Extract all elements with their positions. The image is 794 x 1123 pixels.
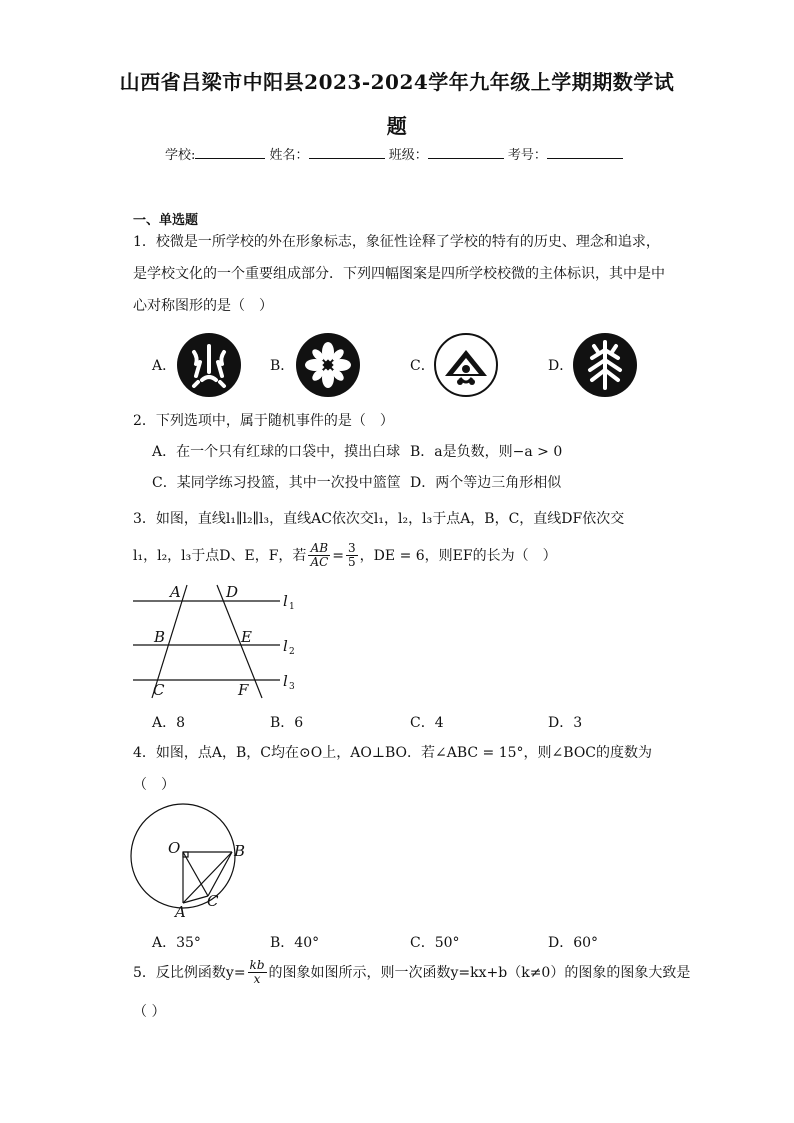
q1-option-d-label: D．: [548, 358, 574, 374]
label-l2-sub: 2: [289, 647, 295, 657]
label-l1: l: [283, 592, 288, 610]
q4-option-b[interactable]: B．40°: [270, 935, 320, 951]
q5-fraction: [248, 959, 267, 986]
q2-option-d[interactable]: D．两个等边三角形相似: [410, 475, 562, 491]
school-label: 学校:: [165, 148, 196, 163]
q2-option-c[interactable]: C．某同学练习投篮，其中一次投中篮筐: [152, 475, 401, 491]
q1-option-a-label: A．: [152, 358, 177, 374]
q5-frac-numerator: kb: [249, 958, 265, 972]
q1-option-c-label: C．: [410, 358, 435, 374]
label-d: D: [226, 583, 239, 601]
exam-number-label: 考号：: [507, 148, 547, 163]
q3-equals: =: [332, 547, 345, 564]
q2-option-a[interactable]: A．在一个只有红球的口袋中，摸出白球: [152, 444, 401, 460]
q5-line1-end: 的图象如图所示，则一次函数y=kx+b（k≠0）的图象的图象大致是: [268, 964, 691, 981]
q4-line1: 4．如图，点A，B，C均在⊙O上，AO⊥BO．若∠ABC = 15°，则∠BOC的度数为: [133, 745, 653, 761]
emblem-a-icon[interactable]: [176, 332, 242, 402]
label-b: B: [234, 842, 246, 860]
q4-figure: [128, 796, 268, 925]
q5-line1: [133, 959, 690, 986]
exam-title-line2: 题: [386, 114, 408, 138]
label-b: B: [154, 628, 166, 646]
q3-option-b[interactable]: B．6: [270, 715, 304, 731]
q3-frac2-denominator: 5: [348, 555, 356, 569]
label-l1-sub: 1: [289, 602, 295, 612]
label-o: O: [168, 839, 181, 857]
q3-line2: [133, 542, 557, 569]
q5-frac-denominator: x: [253, 972, 261, 986]
q5-line2: （ ）: [133, 1004, 166, 1020]
label-l2: l: [283, 637, 288, 655]
class-field[interactable]: [428, 144, 504, 159]
label-e: E: [241, 628, 252, 646]
exam-title-line1: 山西省吕梁市中阳县2023-2024学年九年级上学期期数学试: [119, 70, 675, 94]
emblem-d-icon[interactable]: [572, 332, 638, 402]
name-field[interactable]: [309, 144, 385, 159]
label-l3: l: [283, 672, 288, 690]
q1-line2: 是学校文化的一个重要组成部分．下列四幅图案是四所学校校微的主体标识，其中是中: [133, 266, 665, 282]
section-title: 一、单选题: [133, 213, 199, 228]
emblem-c-icon[interactable]: [433, 332, 499, 402]
q2-stem: 2．下列选项中，属于随机事件的是（ ）: [133, 413, 394, 429]
q3-figure: [130, 580, 305, 709]
label-f: F: [238, 681, 249, 699]
q3-fraction-3-5: [346, 542, 358, 569]
q3-option-c[interactable]: C．4: [410, 715, 444, 731]
q2-option-b[interactable]: B．a是负数，则−a > 0: [410, 444, 563, 460]
q3-fraction-ab-ac: [308, 542, 330, 569]
q4-option-a[interactable]: A．35°: [152, 935, 201, 951]
q3-option-a[interactable]: A．8: [152, 715, 186, 731]
q4-line2: （ ）: [133, 777, 175, 793]
label-l3-sub: 3: [289, 682, 295, 692]
school-field[interactable]: [195, 144, 265, 159]
q1-line3: 心对称图形的是（ ）: [133, 298, 273, 314]
label-c: C: [207, 892, 219, 910]
q3-option-d[interactable]: D．3: [548, 715, 583, 731]
q5-line1-start: 5．反比例函数y=: [133, 964, 246, 981]
q3-line2-start: l₁，l₂，l₃于点D、E，F，若: [133, 547, 307, 564]
q1-option-b-label: B．: [270, 358, 295, 374]
q4-option-d[interactable]: D．60°: [548, 935, 599, 951]
q3-frac-denominator: AC: [310, 555, 329, 569]
q3-line1: 3．如图，直线l₁∥l₂∥l₃，直线AC依次交l₁，l₂，l₃于点A，B，C，直线DF依次交: [133, 511, 625, 527]
q4-option-c[interactable]: C．50°: [410, 935, 460, 951]
label-a: A: [170, 583, 181, 601]
class-label: 班级：: [388, 148, 428, 163]
emblem-b-icon[interactable]: [295, 332, 361, 402]
label-c: C: [153, 681, 165, 699]
q3-line2-end: ，DE = 6，则EF的长为（ ）: [359, 547, 557, 564]
q3-frac2-numerator: 3: [348, 541, 356, 555]
label-a: A: [175, 903, 186, 921]
q1-line1: 1．校微是一所学校的外在形象标志，象征性诠释了学校的特有的历史、理念和追求，: [133, 234, 660, 250]
exam-number-field[interactable]: [547, 144, 623, 159]
name-label: 姓名：: [269, 148, 309, 163]
info-fields: [165, 144, 623, 166]
q3-frac-numerator: AB: [308, 542, 330, 556]
